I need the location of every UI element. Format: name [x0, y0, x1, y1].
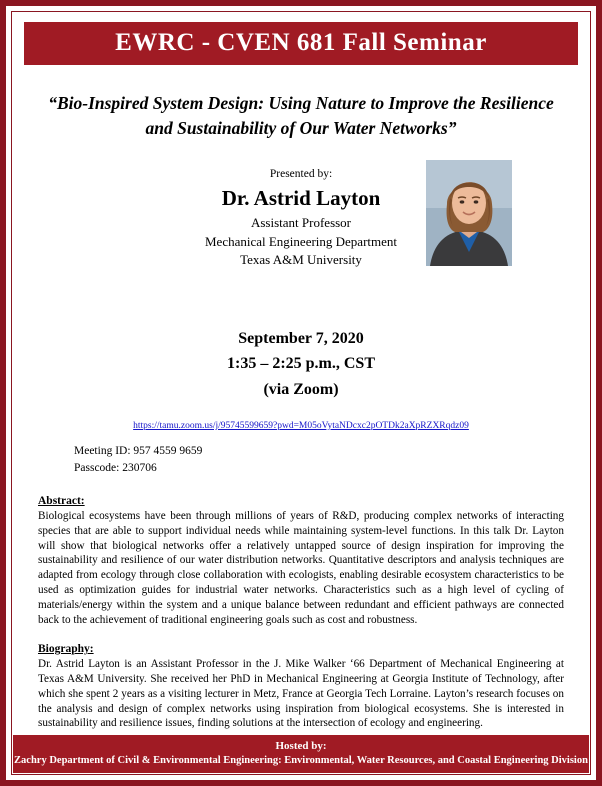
biography-section: [38, 643, 564, 731]
flyer-inner-border: [11, 11, 591, 775]
abstract-section: [38, 495, 564, 627]
event-time: 1:35 – 2:25 p.m., CST: [226, 355, 375, 373]
abstract-text: Biological ecosystems have been through millions of years of R&D, producing complex networks of interacting species that are able to support individual needs while maintaining system-level functions. In this talk Dr. Layton will show that biological networks offer a relatively untapped source of design inspiration for improving the sustainability and resilience of our water distribution networks. Quantitative descriptors and analysis techniques are adapted from ecology through close collaboration with ecologists, enabling desirable ecosystem characteristics to be used as optimization guides for industrial water networks. Characteristics such as a high level of cycling of materials/energy within the system and a unique balance between redundant and efficient pathways are connected back to the achievement of traditional engineering goals such as cost and robustness.: [38, 510, 564, 626]
presented-by-label: Presented by:: [269, 167, 333, 180]
meeting-id: Meeting ID: 957 4559 9659: [74, 444, 203, 457]
meeting-credentials: [74, 443, 580, 478]
speaker-institution: Texas A&M University: [240, 252, 362, 268]
seminar-title-banner: EWRC - CVEN 681 Fall Seminar: [24, 22, 578, 65]
zoom-link-container: [22, 415, 580, 433]
meeting-passcode: Passcode: 230706: [74, 461, 157, 474]
biography-heading: Biography:: [38, 643, 94, 656]
event-mode: (via Zoom): [263, 380, 339, 398]
speaker-name: Dr. Astrid Layton: [221, 185, 381, 210]
presenter-section: [22, 168, 580, 318]
abstract-heading: Abstract:: [38, 495, 85, 508]
footer-department: Zachry Department of Civil & Environmental Engineering: Environmental, Water Resources, and Coastal Engineering Division: [14, 754, 588, 766]
speaker-rank: Assistant Professor: [250, 214, 352, 230]
event-datetime: [22, 326, 580, 403]
biography-text: Dr. Astrid Layton is an Assistant Professor in the J. Mike Walker ‘66 Department of Mechanical Engineering at Texas A&M University. She received her PhD in Mechanical Engineering at Georgia Institute of Technology, after which she spent 2 years as a visiting lecturer in Metz, France at Georgia Tech Lorraine. Layton’s research focuses on the analysis and design of complex networks using inspiration from biological ecosystems. She is interested in sustainability and resilience issues, finding solutions at the intersection of ecology and engineering.: [38, 658, 564, 730]
footer-banner: [13, 735, 589, 773]
speaker-department: Mechanical Engineering Department: [204, 233, 398, 249]
event-date: September 7, 2020: [238, 329, 364, 347]
talk-title: “Bio-Inspired System Design: Using Nature to Improve the Resilience and Sustainability of Our Water Networks”: [48, 93, 554, 139]
zoom-meeting-link[interactable]: https://tamu.zoom.us/j/95745599659?pwd=M05oVytaNDcxc2pOTDk2aXpRZXRqdz09: [133, 420, 469, 431]
footer-hosted-by: Hosted by:: [275, 739, 327, 752]
speaker-headshot-photo: [426, 160, 512, 266]
